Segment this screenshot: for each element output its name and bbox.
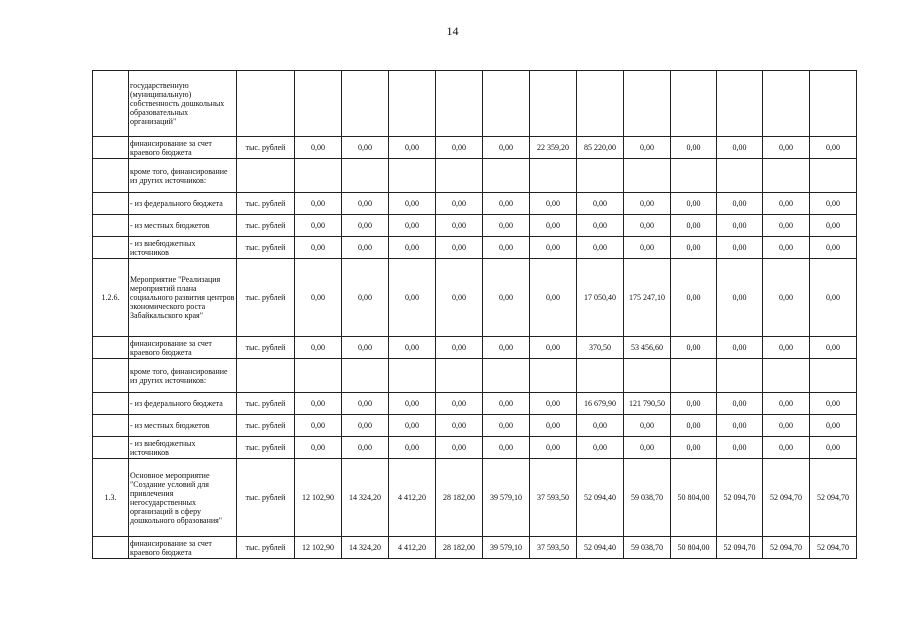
row-unit: тыс. рублей	[237, 137, 295, 159]
row-value: 0,00	[530, 337, 577, 359]
row-value: 52 094,70	[810, 459, 857, 537]
row-value: 0,00	[483, 337, 530, 359]
row-value	[389, 359, 436, 393]
row-value: 0,00	[530, 437, 577, 459]
row-value: 0,00	[436, 237, 483, 259]
row-name: кроме того, финансирование из других источников:	[129, 359, 237, 393]
row-value: 0,00	[671, 337, 717, 359]
row-value: 0,00	[810, 437, 857, 459]
row-value: 0,00	[624, 137, 671, 159]
row-code	[93, 215, 129, 237]
row-value: 0,00	[389, 259, 436, 337]
row-value: 12 102,90	[295, 459, 342, 537]
row-value	[810, 159, 857, 193]
row-value	[810, 359, 857, 393]
row-value: 0,00	[436, 137, 483, 159]
row-value: 0,00	[717, 393, 763, 415]
row-value: 0,00	[483, 393, 530, 415]
row-value: 175 247,10	[624, 259, 671, 337]
row-value: 0,00	[389, 437, 436, 459]
row-value: 52 094,70	[763, 537, 810, 559]
row-value: 0,00	[342, 137, 389, 159]
row-value: 0,00	[763, 215, 810, 237]
row-value: 59 038,70	[624, 537, 671, 559]
row-name: - из местных бюджетов	[129, 415, 237, 437]
row-value	[436, 71, 483, 137]
table-row	[93, 259, 857, 337]
row-value: 0,00	[389, 193, 436, 215]
row-value	[389, 159, 436, 193]
table-row	[93, 393, 857, 415]
row-value: 370,50	[577, 337, 624, 359]
row-value: 0,00	[342, 337, 389, 359]
row-name: Основное мероприятие "Создание условий для привлечения негосударственных организаций в сферу дошкольного образования"	[129, 459, 237, 537]
row-value	[295, 71, 342, 137]
row-value: 0,00	[810, 237, 857, 259]
row-code	[93, 537, 129, 559]
row-value: 52 094,40	[577, 537, 624, 559]
row-value: 0,00	[436, 437, 483, 459]
row-value	[436, 359, 483, 393]
row-value	[717, 359, 763, 393]
row-value: 0,00	[717, 415, 763, 437]
row-unit	[237, 159, 295, 193]
row-value: 0,00	[389, 237, 436, 259]
row-value	[483, 159, 530, 193]
row-value	[577, 159, 624, 193]
row-unit	[237, 359, 295, 393]
row-unit: тыс. рублей	[237, 415, 295, 437]
row-value: 121 790,50	[624, 393, 671, 415]
row-value: 52 094,70	[717, 537, 763, 559]
row-value	[342, 159, 389, 193]
row-unit: тыс. рублей	[237, 437, 295, 459]
row-value	[295, 359, 342, 393]
row-value: 50 804,00	[671, 537, 717, 559]
row-value: 14 324,20	[342, 459, 389, 537]
row-code	[93, 393, 129, 415]
row-value: 85 220,00	[577, 137, 624, 159]
row-value: 16 679,90	[577, 393, 624, 415]
row-value: 28 182,00	[436, 459, 483, 537]
row-name: финансирование за счет краевого бюджета	[129, 337, 237, 359]
row-value: 0,00	[342, 193, 389, 215]
row-value: 0,00	[810, 337, 857, 359]
row-code	[93, 337, 129, 359]
row-name: - из внебюджетных источников	[129, 437, 237, 459]
row-value: 0,00	[671, 393, 717, 415]
row-value: 50 804,00	[671, 459, 717, 537]
row-value: 0,00	[295, 337, 342, 359]
row-value: 0,00	[717, 259, 763, 337]
row-value	[530, 159, 577, 193]
row-value: 0,00	[342, 215, 389, 237]
row-value: 0,00	[763, 237, 810, 259]
row-value: 0,00	[483, 259, 530, 337]
row-value: 52 094,70	[717, 459, 763, 537]
row-value: 0,00	[763, 393, 810, 415]
row-value: 0,00	[577, 215, 624, 237]
row-code	[93, 437, 129, 459]
row-value	[763, 71, 810, 137]
row-value	[671, 71, 717, 137]
page-number: 14	[446, 24, 459, 38]
row-code	[93, 71, 129, 137]
row-unit: тыс. рублей	[237, 393, 295, 415]
row-value: 0,00	[577, 415, 624, 437]
row-value: 0,00	[530, 415, 577, 437]
row-value: 0,00	[483, 215, 530, 237]
row-value: 0,00	[483, 237, 530, 259]
table-row	[93, 459, 857, 537]
row-unit: тыс. рублей	[237, 459, 295, 537]
row-value: 0,00	[810, 193, 857, 215]
row-value: 0,00	[577, 237, 624, 259]
row-value: 0,00	[342, 415, 389, 437]
row-name: - из местных бюджетов	[129, 215, 237, 237]
row-value: 0,00	[530, 193, 577, 215]
row-value: 0,00	[389, 137, 436, 159]
row-code	[93, 193, 129, 215]
row-value	[717, 71, 763, 137]
row-value: 0,00	[295, 137, 342, 159]
row-code	[93, 359, 129, 393]
row-value	[295, 159, 342, 193]
table-row	[93, 437, 857, 459]
row-value	[717, 159, 763, 193]
row-value	[342, 71, 389, 137]
row-value	[530, 359, 577, 393]
table-row	[93, 71, 857, 137]
row-value: 0,00	[342, 237, 389, 259]
row-value: 0,00	[763, 337, 810, 359]
row-unit: тыс. рублей	[237, 237, 295, 259]
row-value: 0,00	[717, 237, 763, 259]
row-value: 0,00	[342, 393, 389, 415]
row-value: 0,00	[763, 259, 810, 337]
row-value: 0,00	[763, 415, 810, 437]
row-value: 0,00	[483, 193, 530, 215]
row-value: 0,00	[717, 215, 763, 237]
row-value: 0,00	[295, 415, 342, 437]
row-value: 0,00	[295, 237, 342, 259]
row-value: 0,00	[624, 215, 671, 237]
row-value: 37 593,50	[530, 459, 577, 537]
row-name: финансирование за счет краевого бюджета	[129, 537, 237, 559]
row-value	[763, 359, 810, 393]
row-unit: тыс. рублей	[237, 215, 295, 237]
row-value: 0,00	[671, 415, 717, 437]
table-row	[93, 237, 857, 259]
table-row	[93, 159, 857, 193]
row-name: финансирование за счет краевого бюджета	[129, 137, 237, 159]
row-value: 0,00	[389, 393, 436, 415]
row-value: 0,00	[483, 437, 530, 459]
row-unit: тыс. рублей	[237, 337, 295, 359]
row-value: 12 102,90	[295, 537, 342, 559]
row-value: 0,00	[717, 137, 763, 159]
row-value	[389, 71, 436, 137]
row-code	[93, 415, 129, 437]
row-code: 1.2.6.	[93, 259, 129, 337]
row-value: 0,00	[295, 193, 342, 215]
row-value: 0,00	[295, 393, 342, 415]
table-row	[93, 137, 857, 159]
row-unit: тыс. рублей	[237, 193, 295, 215]
table-row	[93, 359, 857, 393]
row-value: 0,00	[436, 337, 483, 359]
row-value: 0,00	[717, 193, 763, 215]
row-value: 0,00	[671, 193, 717, 215]
row-value: 0,00	[342, 259, 389, 337]
row-unit	[237, 71, 295, 137]
row-value: 0,00	[436, 415, 483, 437]
row-value: 53 456,60	[624, 337, 671, 359]
row-value	[624, 71, 671, 137]
row-value	[530, 71, 577, 137]
row-value	[671, 359, 717, 393]
row-code	[93, 137, 129, 159]
row-value: 0,00	[671, 237, 717, 259]
row-value: 52 094,40	[577, 459, 624, 537]
row-value: 52 094,70	[763, 459, 810, 537]
row-value: 0,00	[389, 415, 436, 437]
row-value: 0,00	[671, 215, 717, 237]
row-value: 0,00	[389, 337, 436, 359]
row-unit: тыс. рублей	[237, 259, 295, 337]
row-name: - из внебюджетных источников	[129, 237, 237, 259]
row-value	[483, 359, 530, 393]
row-name: Мероприятие "Реализация мероприятий плана социального развития центров экономического роста Забайкальского края"	[129, 259, 237, 337]
table-body	[93, 71, 857, 559]
row-value: 0,00	[624, 237, 671, 259]
row-value: 0,00	[810, 393, 857, 415]
table-row	[93, 337, 857, 359]
row-name: - из федерального бюджета	[129, 193, 237, 215]
row-value: 0,00	[624, 415, 671, 437]
table-row	[93, 215, 857, 237]
row-value: 0,00	[530, 237, 577, 259]
row-value: 0,00	[295, 259, 342, 337]
row-value: 0,00	[436, 215, 483, 237]
row-value: 0,00	[624, 193, 671, 215]
row-value	[436, 159, 483, 193]
row-value: 0,00	[717, 437, 763, 459]
row-value: 28 182,00	[436, 537, 483, 559]
row-value: 0,00	[810, 259, 857, 337]
table-row	[93, 537, 857, 559]
row-value: 0,00	[671, 137, 717, 159]
row-value: 0,00	[624, 437, 671, 459]
row-value: 0,00	[436, 259, 483, 337]
row-value: 0,00	[436, 193, 483, 215]
table-row	[93, 415, 857, 437]
row-value	[577, 359, 624, 393]
row-value: 0,00	[763, 437, 810, 459]
row-value: 0,00	[810, 415, 857, 437]
row-value	[342, 359, 389, 393]
row-value: 0,00	[763, 137, 810, 159]
row-value: 39 579,10	[483, 537, 530, 559]
budget-table	[92, 70, 857, 559]
row-value: 0,00	[483, 415, 530, 437]
row-value: 39 579,10	[483, 459, 530, 537]
row-unit: тыс. рублей	[237, 537, 295, 559]
row-value: 4 412,20	[389, 537, 436, 559]
row-value	[483, 71, 530, 137]
row-value: 59 038,70	[624, 459, 671, 537]
row-value: 17 050,40	[577, 259, 624, 337]
row-value	[624, 359, 671, 393]
row-value: 0,00	[577, 437, 624, 459]
row-name: государственную (муниципальную) собственность дошкольных образовательных организаций"	[129, 71, 237, 137]
row-value: 0,00	[810, 137, 857, 159]
row-name: кроме того, финансирование из других источников:	[129, 159, 237, 193]
row-value: 0,00	[295, 437, 342, 459]
row-value: 0,00	[389, 215, 436, 237]
row-value: 14 324,20	[342, 537, 389, 559]
row-value: 4 412,20	[389, 459, 436, 537]
row-value: 52 094,70	[810, 537, 857, 559]
row-value: 0,00	[763, 193, 810, 215]
row-value: 0,00	[342, 437, 389, 459]
row-value	[624, 159, 671, 193]
row-value	[810, 71, 857, 137]
row-value	[577, 71, 624, 137]
row-value: 0,00	[530, 259, 577, 337]
row-value: 0,00	[295, 215, 342, 237]
row-value: 0,00	[717, 337, 763, 359]
table-row	[93, 193, 857, 215]
row-value	[671, 159, 717, 193]
row-value: 0,00	[530, 215, 577, 237]
row-value: 0,00	[671, 259, 717, 337]
row-code: 1.3.	[93, 459, 129, 537]
row-value	[763, 159, 810, 193]
row-value: 0,00	[483, 137, 530, 159]
row-value: 0,00	[577, 193, 624, 215]
row-value: 0,00	[436, 393, 483, 415]
row-value: 0,00	[671, 437, 717, 459]
row-value: 22 359,20	[530, 137, 577, 159]
row-value: 0,00	[810, 215, 857, 237]
row-name: - из федерального бюджета	[129, 393, 237, 415]
row-value: 0,00	[530, 393, 577, 415]
row-code	[93, 237, 129, 259]
row-code	[93, 159, 129, 193]
row-value: 37 593,50	[530, 537, 577, 559]
